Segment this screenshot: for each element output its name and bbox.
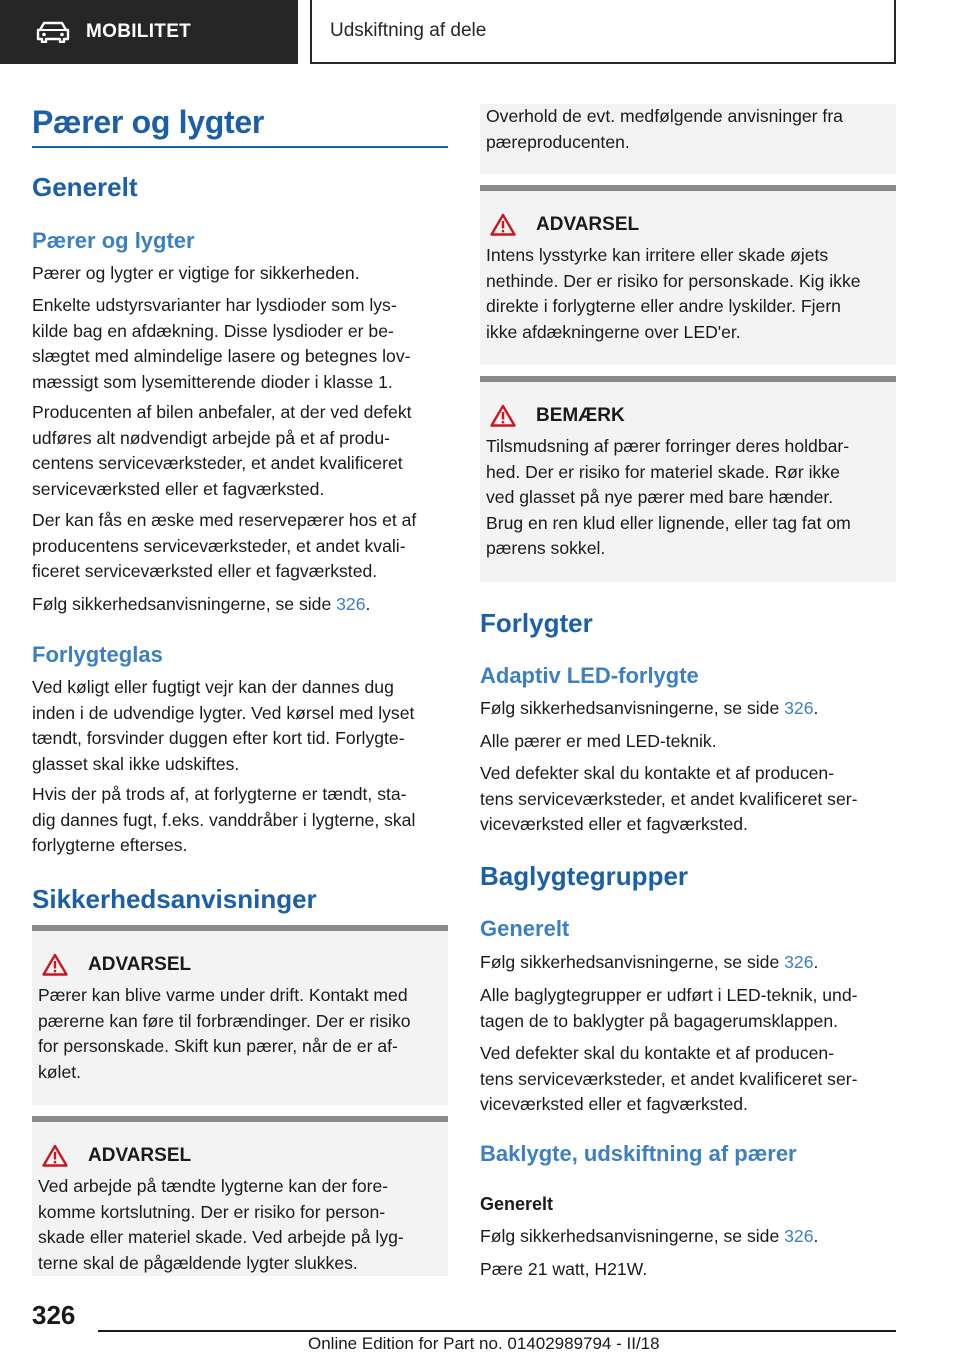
paragraph-5: Følg sikkerhedsanvisningerne, se side 326. xyxy=(32,594,371,614)
paragraph-2: Enkelte udstyrsvarianter har lysdioder som lys- kilde bag en afdækning. Disse lysdioder er be- slægtet med almindelige lasere og betegnes lov- mæssigt som lysemitterende dioder i klasse 1. xyxy=(32,295,411,392)
note-heading: BEMÆRK xyxy=(490,404,625,427)
edition-text: Online Edition for Part no. 01402989794 - II/18 xyxy=(308,1334,660,1353)
paragraph-7: Hvis der på trods af, at forlygterne er tændt, sta- dig dannes fugt, f.eks. vanddråber i lygterne, skal forlygterne efterses. xyxy=(32,784,416,855)
page-link[interactable]: 326 xyxy=(784,1226,814,1246)
page-header xyxy=(0,0,960,66)
page-link[interactable]: 326 xyxy=(784,698,814,718)
paragraph-r4: Følg sikkerhedsanvisningerne, se side 326. xyxy=(480,952,819,972)
paragraph-r2: Alle pærer er med LED-teknik. xyxy=(480,731,717,751)
heading-forlygteglas: Forlygteglas xyxy=(32,642,163,667)
paragraph-r8: Pære 21 watt, H21W. xyxy=(480,1259,648,1279)
warning-text: Overhold de evt. medfølgende anvisninger fra pæreproducenten. xyxy=(486,106,843,152)
warning-heading: ADVARSEL xyxy=(42,953,191,976)
heading-sikkerhedsanvisninger: Sikkerhedsanvisninger xyxy=(32,884,317,914)
warning-triangle-icon xyxy=(490,213,516,236)
box-top-bar xyxy=(480,185,896,191)
heading-paerer-og-lygter: Pærer og lygter xyxy=(32,228,195,253)
section-tab-label: MOBILITET xyxy=(86,21,192,42)
heading-generelt-3: Generelt xyxy=(480,1194,554,1214)
paragraph-r6: Ved defekter skal du kontakte et af producen- tens serviceværksteder, et andet kvalificeret ser- viceværksted eller et fagværksted. xyxy=(480,1043,858,1114)
heading-generelt: Generelt xyxy=(32,172,138,202)
warning-triangle-icon xyxy=(42,1144,68,1167)
page-title: Pærer og lygter xyxy=(32,104,265,140)
page-link[interactable]: 326 xyxy=(336,594,366,614)
note-box xyxy=(480,376,896,582)
section-tab xyxy=(0,0,298,64)
box-top-bar xyxy=(32,925,448,931)
warning-box xyxy=(32,1116,448,1276)
page-link[interactable]: 326 xyxy=(784,952,814,972)
warning-triangle-icon xyxy=(42,953,68,976)
warning-text: Intens lysstyrke kan irritere eller skade øjets nethinde. Der er risiko for personskade. Kig ikke direkte i forlygterne eller andre lyskilder. Fjern ikke afdækningerne over LED'er. xyxy=(486,245,861,342)
footer-rule xyxy=(98,1330,896,1332)
paragraph-r5: Alle baglygtegrupper er udført i LED-teknik, und- tagen de to baklygter på bagagerumsklappen. xyxy=(480,985,858,1031)
warning-box xyxy=(32,925,448,1105)
warning-box-continued xyxy=(480,104,896,174)
heading-baklygte: Baklygte, udskiftning af pærer xyxy=(480,1141,797,1166)
heading-baglygtegrupper: Baglygtegrupper xyxy=(480,861,689,891)
heading-adaptiv-led: Adaptiv LED-forlygte xyxy=(480,663,699,688)
paragraph-4: Der kan fås en æske med reservepærer hos et af producentens serviceværksteder, et andet kvali- ficeret serviceværksted eller et fagværksted. xyxy=(32,510,417,581)
chapter-tab: Udskiftning af dele xyxy=(310,0,896,64)
car-icon xyxy=(36,21,70,43)
paragraph-3: Producenten af bilen anbefaler, at der ved defekt udføres alt nødvendigt arbejde på et af produ- centens serviceværksteder, et andet kvalificeret serviceværksted eller et fagværksted. xyxy=(32,402,412,499)
heading-generelt-2: Generelt xyxy=(480,916,570,941)
heading-forlygter: Forlygter xyxy=(480,608,593,638)
paragraph-r1: Følg sikkerhedsanvisningerne, se side 326. xyxy=(480,698,819,718)
warning-text: Pærer kan blive varme under drift. Kontakt med pærerne kan føre til forbrændinger. Der er risiko for personskade. Skift kun pærer, når de er af- kølet. xyxy=(38,985,411,1082)
warning-text: Ved arbejde på tændte lygterne kan der fore- komme kortslutning. Der er risiko for person- skade eller materiel skade. Ved arbejde på lyg- terne skal de pågældende lygter slukkes. xyxy=(38,1176,404,1273)
warning-heading: ADVARSEL xyxy=(42,1144,191,1167)
box-top-bar xyxy=(32,1116,448,1122)
caution-triangle-icon xyxy=(490,404,516,427)
note-text: Tilsmudsning af pærer forringer deres holdbar- hed. Der er risiko for materiel skade. Rør ikke ved glasset på nye pærer med bare hænder. Brug en ren klud eller lignende, eller tag fat om pærens sokkel. xyxy=(486,436,851,558)
paragraph-r7: Følg sikkerhedsanvisningerne, se side 326. xyxy=(480,1226,819,1246)
paragraph-6: Ved køligt eller fugtigt vejr kan der dannes dug inden i de udvendige lygter. Ved kørsel med lyset tændt, forsvinder duggen efter kort tid. Forlygte- glasset skal ikke udskiftes. xyxy=(32,677,415,774)
paragraph-1: Pærer og lygter er vigtige for sikkerheden. xyxy=(32,263,360,283)
warning-box xyxy=(480,185,896,365)
warning-heading: ADVARSEL xyxy=(490,213,639,236)
page-number: 326 xyxy=(32,1300,76,1330)
paragraph-r3: Ved defekter skal du kontakte et af producen- tens serviceværksteder, et andet kvalificeret ser- viceværksted eller et fagværksted. xyxy=(480,763,858,834)
box-top-bar xyxy=(480,376,896,382)
title-rule xyxy=(32,146,448,148)
